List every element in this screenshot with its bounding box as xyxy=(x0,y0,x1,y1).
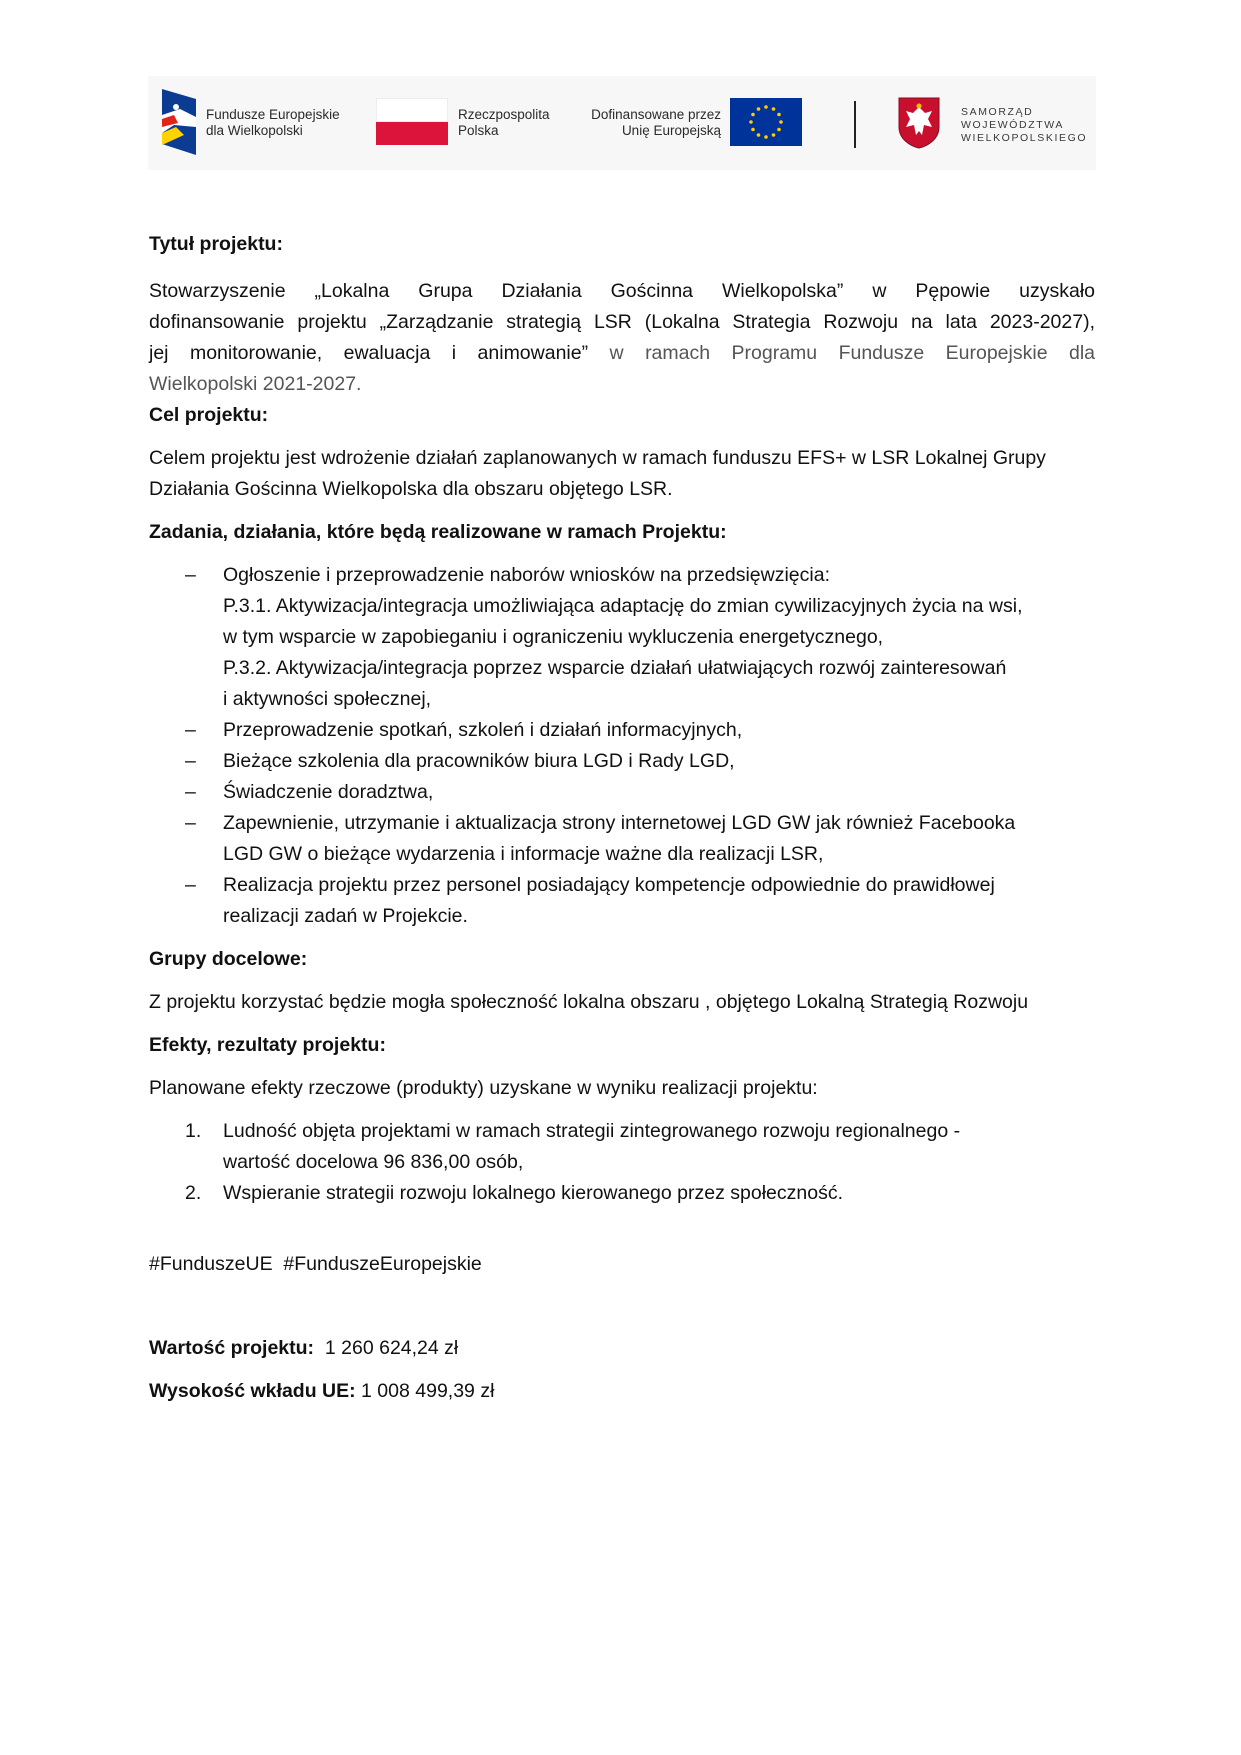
effects-list xyxy=(149,1116,1095,1209)
list-item-line: Realizacja projektu przez personel posiadający kompetencje odpowiednie do prawidłowej xyxy=(223,874,995,896)
eu-contribution xyxy=(149,1376,1095,1407)
list-item-line: Świadczenie doradztwa, xyxy=(223,781,434,803)
tasks-heading: Zadania, działania, które będą realizowane w ramach Projektu: xyxy=(149,521,727,543)
groups-body: Z projektu korzystać będzie mogła społeczność lokalna obszaru , objętego Lokalną Strategią Rozwoju xyxy=(149,991,1029,1013)
rp-logo-text: Rzeczpospolita Polska xyxy=(458,107,550,138)
list-marker: – xyxy=(185,719,196,741)
ue-logo-text: Dofinansowane przez Unię Europejską xyxy=(591,107,721,138)
list-item-line: realizacji zadań w Projekcie. xyxy=(223,905,468,927)
list-item-line: Ludność objęta projektami w ramach strategii zintegrowanego rozwoju regionalnego - xyxy=(223,1120,961,1142)
list-item-line: P.3.1. Aktywizacja/integracja umożliwiająca adaptację do zmian cywilizacyjnych życia na wsi, xyxy=(223,595,1023,617)
logo-divider xyxy=(854,101,856,148)
effect-item xyxy=(149,1116,1095,1178)
task-item xyxy=(149,560,1095,715)
list-marker: – xyxy=(185,564,196,586)
title-heading: Tytuł projektu: xyxy=(149,233,283,255)
title-body-line-1: Stowarzyszenie „Lokalna Grupa Działania Gościnna Wielkopolska” w Pępowie uzyskało xyxy=(149,280,1095,302)
project-value-label: Wartość projektu: xyxy=(149,1337,315,1359)
project-value xyxy=(149,1333,1095,1364)
list-item-line: Wspieranie strategii rozwoju lokalnego kierowanego przez społeczność. xyxy=(223,1182,843,1204)
list-item-line: P.3.2. Aktywizacja/integracja poprzez wsparcie działań ułatwiających rozwój zainteresowań xyxy=(223,657,1007,679)
goal-line-2: Działania Gościnna Wielkopolska dla obszaru objętego LSR. xyxy=(149,478,673,500)
list-marker: – xyxy=(185,874,196,896)
title-body-line-2: dofinansowanie projektu „Zarządzanie strategią LSR (Lokalna Strategia Rozwoju na lata 2023-2027), xyxy=(149,311,1095,333)
goal-line-1: Celem projektu jest wdrożenie działań zaplanowanych w ramach funduszu EFS+ w LSR Lokalnej Grupy xyxy=(149,447,1046,469)
list-marker: – xyxy=(185,812,196,834)
goal-heading: Cel projektu: xyxy=(149,404,269,426)
eu-flag-icon xyxy=(730,98,802,146)
document-body xyxy=(149,229,1095,1407)
list-item-line: i aktywności społecznej, xyxy=(223,688,432,710)
task-item xyxy=(149,715,1095,746)
groups-heading: Grupy docelowe: xyxy=(149,948,308,970)
fundusze-europejskie-logo-icon xyxy=(162,89,198,156)
list-marker: – xyxy=(185,781,196,803)
title-body-line-4: Wielkopolski 2021-2027. xyxy=(149,373,362,395)
project-value-amount: 1 260 624,24 zł xyxy=(314,1337,459,1359)
task-item xyxy=(149,746,1095,777)
fe-logo-text: Fundusze Europejskie dla Wielkopolski xyxy=(206,107,340,138)
list-marker: 2. xyxy=(185,1182,202,1204)
list-item-line: Ogłoszenie i przeprowadzenie naborów wniosków na przedsięwzięcia: xyxy=(223,564,830,586)
wielkopolska-coat-of-arms-icon xyxy=(898,97,940,149)
list-item-line: wartość docelowa 96 836,00 osób, xyxy=(223,1151,524,1173)
eu-contribution-label: Wysokość wkładu UE: xyxy=(149,1380,356,1402)
list-item-line: LGD GW o bieżące wydarzenia i informacje ważne dla realizacji LSR, xyxy=(223,843,824,865)
task-item xyxy=(149,870,1095,932)
samorzad-logo-text: SAMORZĄD WOJEWÓDZTWA WIELKOPOLSKIEGO xyxy=(961,106,1088,144)
eu-contribution-amount: 1 008 499,39 zł xyxy=(355,1380,495,1402)
effects-heading: Efekty, rezultaty projektu: xyxy=(149,1034,386,1056)
list-item-line: Zapewnienie, utrzymanie i aktualizacja strony internetowej LGD GW jak również Facebooka xyxy=(223,812,1016,834)
list-marker: 1. xyxy=(185,1120,202,1142)
effect-item xyxy=(149,1178,1095,1209)
tasks-list xyxy=(149,560,1095,932)
title-body-line-3: jej monitorowanie, ewaluacja i animowanie” w ramach Programu Fundusze Europejskie dla xyxy=(149,342,1095,364)
task-item xyxy=(149,777,1095,808)
list-item-line: w tym wsparcie w zapobieganiu i ograniczeniu wykluczenia energetycznego, xyxy=(223,626,884,648)
list-item-line: Bieżące szkolenia dla pracowników biura LGD i Rady LGD, xyxy=(223,750,735,772)
list-item-line: Przeprowadzenie spotkań, szkoleń i działań informacyjnych, xyxy=(223,719,743,741)
effects-intro: Planowane efekty rzeczowe (produkty) uzyskane w wyniku realizacji projektu: xyxy=(149,1077,818,1099)
hashtags: #FunduszeUE #FunduszeEuropejskie xyxy=(149,1253,482,1275)
polish-flag-icon xyxy=(376,98,448,145)
task-item xyxy=(149,808,1095,870)
list-marker: – xyxy=(185,750,196,772)
